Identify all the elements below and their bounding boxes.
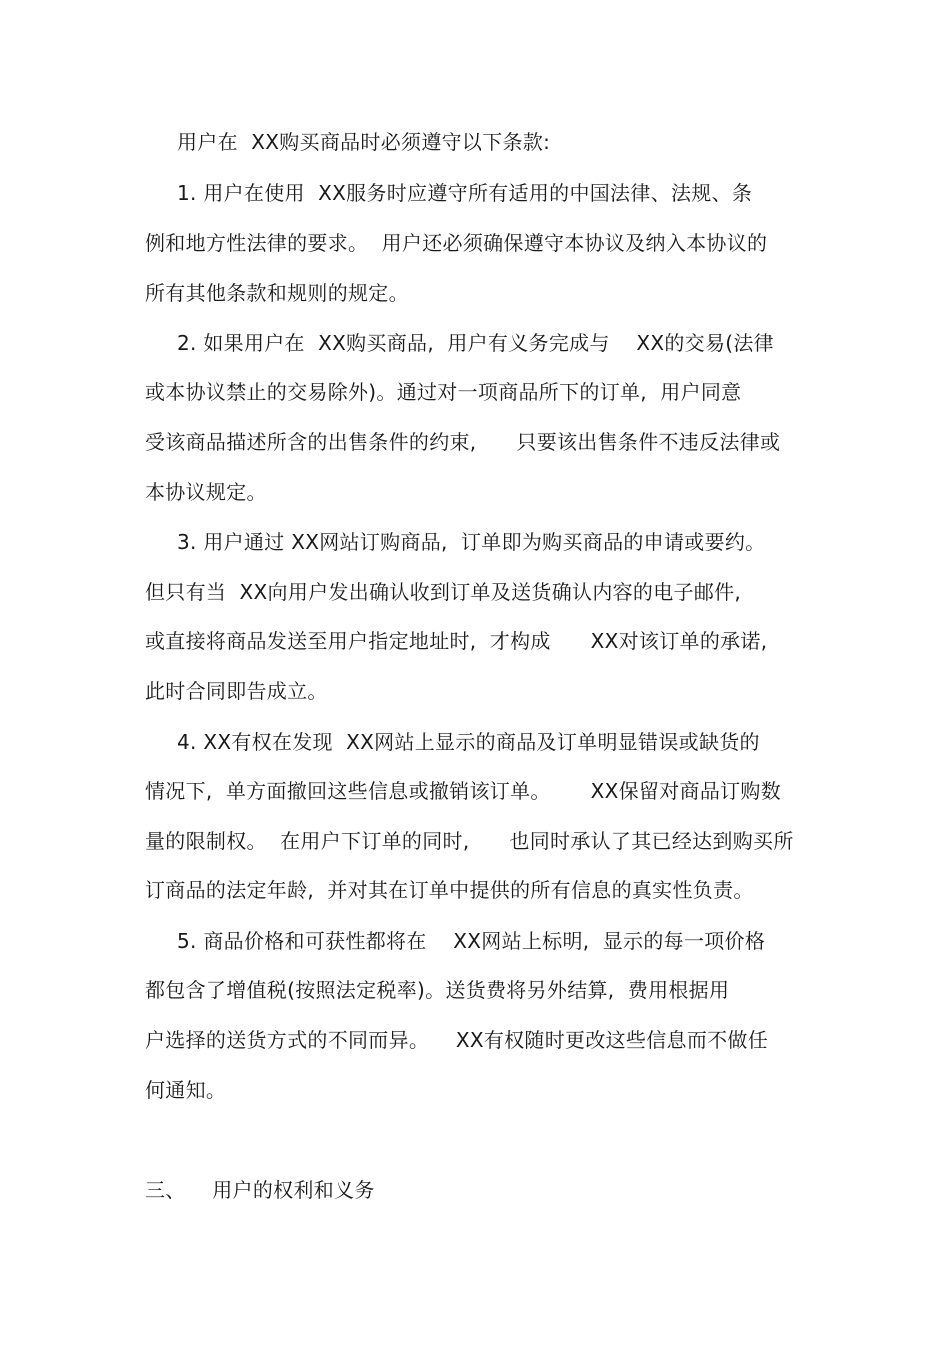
clause-3-line-3: 或直接将商品发送至用户指定地址时, 才构成 XX对该订单的承诺, bbox=[145, 629, 768, 653]
clause-2-line-2: 或本协议禁止的交易除外)。通过对一项商品所下的订单, 用户同意 bbox=[145, 380, 742, 404]
clause-2-line-1: 2. 如果用户在 XX购买商品, 用户有义务完成与 XX的交易(法律 bbox=[177, 331, 774, 355]
clause-3-line-4: 此时合同即告成立。 bbox=[145, 679, 328, 703]
clause-4-line-2: 情况下, 单方面撤回这些信息或撤销该订单。 XX保留对商品订购数 bbox=[145, 779, 782, 803]
clause-4-line-3: 量的限制权。 在用户下订单的同时, 也同时承认了其已经达到购买所 bbox=[145, 829, 794, 853]
clause-1-line-3: 所有其他条款和规则的规定。 bbox=[145, 281, 409, 305]
clause-1-line-1: 1. 用户在使用 XX服务时应遵守所有适用的中国法律、法规、条 bbox=[177, 181, 753, 205]
clause-5-line-4: 何通知。 bbox=[145, 1078, 227, 1102]
clause-2-line-3: 受该商品描述所含的出售条件的约束, 只要该出售条件不违反法律或 bbox=[145, 430, 781, 454]
clause-4-line-1: 4. XX有权在发现 XX网站上显示的商品及订单明显错误或缺货的 bbox=[177, 730, 760, 754]
clause-5-line-1: 5. 商品价格和可获性都将在 XX网站上标明, 显示的每一项价格 bbox=[177, 929, 766, 953]
clause-4-line-4: 订商品的法定年龄, 并对其在订单中提供的所有信息的真实性负责。 bbox=[145, 878, 754, 902]
clause-5-line-3: 户选择的送货方式的不同而异。 XX有权随时更改这些信息而不做任 bbox=[145, 1028, 769, 1052]
clause-5-line-2: 都包含了增值税(按照法定税率)。送货费将另外结算, 费用根据用 bbox=[145, 978, 730, 1002]
clause-2-line-4: 本协议规定。 bbox=[145, 480, 267, 504]
clause-3-line-1: 3. 用户通过 XX网站订购商品, 订单即为购买商品的申请或要约。 bbox=[177, 530, 766, 554]
clause-3-line-2: 但只有当 XX向用户发出确认收到订单及送货确认内容的电子邮件, bbox=[145, 580, 742, 604]
section-heading: 三、 用户的权利和义务 bbox=[145, 1178, 375, 1202]
clause-1-line-2: 例和地方性法律的要求。 用户还必须确保遵守本协议及纳入本协议的 bbox=[145, 231, 768, 255]
intro-paragraph: 用户在 XX购买商品时必须遵守以下条款: bbox=[177, 130, 551, 154]
